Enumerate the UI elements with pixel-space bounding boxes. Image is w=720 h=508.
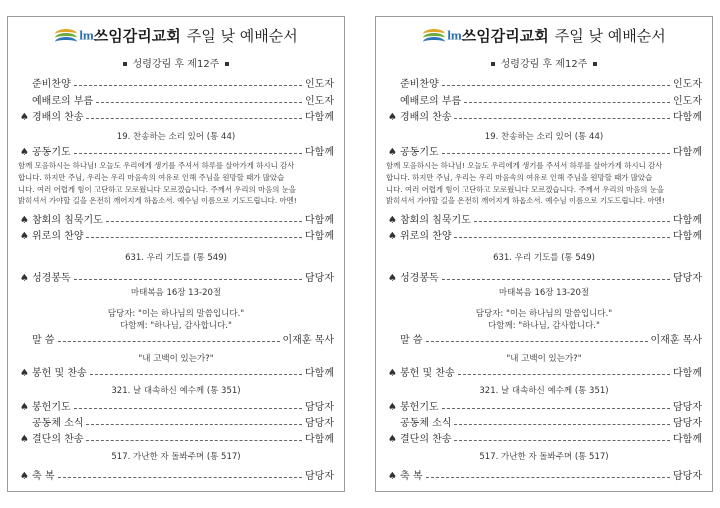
order-row: ♠ 축 복 담당자: [20, 471, 334, 482]
order-row: ♠ 봉헌 및 찬송 다함께: [388, 368, 702, 379]
order-row: ♠ 공동기도 다함께: [388, 147, 702, 158]
praise-hymn: 19. 찬송하는 소리 있어 (통 44): [484, 132, 604, 142]
order-row: ♠ 위로의 찬양 다함께: [20, 231, 334, 242]
response-congregation: 다함께: "하나님, 감사합니다.": [120, 321, 232, 331]
order-row: ♠ 참회의 침묵기도 다함께: [20, 215, 334, 226]
bulletin-page-right: [375, 16, 713, 492]
church-name: 쓰임감리교회: [461, 27, 549, 45]
logo-text: lm: [79, 27, 94, 43]
prayer-text: 함께 모음하시는 하나님! 오늘도 우리에게 생기를 주셔서 하루를 살아가게 하시니 감사 합니다. 하지만 주님, 우리는 우리 마음속의 여유로 인해 주님을 원망할 때가 많았습 니다. 여러 어렵게 힘이 고단하고 모로웠니다 모르겠습니다. 주께서 우리의 마음의 눈을 밝히셔서 가야할 길을 온전히 깨어지게 하옵소서. 예수님 이름으로 기도드립니다. 아멘!: [18, 161, 297, 206]
comfort-hymn: 631. 우리 기도를 (통 549): [493, 253, 595, 263]
prayer-text: 함께 모음하시는 하나님! 오늘도 우리에게 생기를 주셔서 하루를 살아가게 하시니 감사 합니다. 하지만 주님, 우리는 우리 마음속의 여유로 인해 주님을 원망할 때가 많았습 니다. 여러 어렵게 힘이 고단하고 모로웠니다 모르겠습니다. 주께서 우리의 마음의 눈을 밝히셔서 가야할 길을 온전히 깨어지게 하옵소서. 예수님 이름으로 기도드립니다. 아멘!: [386, 161, 665, 206]
church-logo-icon: [54, 27, 78, 45]
order-row: ♠ 성경봉독 담당자: [20, 273, 334, 284]
response-reader: 담당자: "이는 하나님의 말씀입니다.": [475, 309, 613, 319]
subtitle: 성령강림 후 제12주: [376, 55, 712, 70]
church-name: 쓰임감리교회: [93, 27, 181, 45]
order-row: 공동체 소식 담당자: [400, 418, 702, 429]
scripture-reference: 마태복음 16장 13-20절: [130, 288, 222, 298]
order-row: 예배로의 부름 인도자: [32, 96, 334, 107]
response-congregation: 다함께: "하나님, 감사합니다.": [488, 321, 600, 331]
order-row: 준비찬양 인도자: [400, 79, 702, 90]
order-row: 예배로의 부름 인도자: [400, 96, 702, 107]
church-logo-icon: [422, 27, 446, 45]
scripture-reference: 마태복음 16장 13-20절: [498, 288, 590, 298]
order-row: ♠ 위로의 찬양 다함께: [388, 231, 702, 242]
sermon-title: "내 고백이 있는가?": [506, 354, 582, 364]
order-row: 공동체 소식 담당자: [32, 418, 334, 429]
order-row: ♠ 결단의 찬송 다함께: [20, 434, 334, 445]
praise-hymn: 19. 찬송하는 소리 있어 (통 44): [116, 132, 236, 142]
sermon-title: "내 고백이 있는가?": [138, 354, 214, 364]
closing-hymn: 517. 가난한 자 돌봐주며 (통 517): [111, 452, 241, 462]
order-row: ♠ 봉헌기도 담당자: [20, 402, 334, 413]
service-title: 주일 낮 예배순서: [554, 27, 666, 45]
order-row: ♠ 공동기도 다함께: [20, 147, 334, 158]
order-row: 말 씀 이재훈 목사: [400, 335, 702, 346]
order-row: ♠ 봉헌기도 담당자: [388, 402, 702, 413]
order-row: ♠ 결단의 찬송 다함께: [388, 434, 702, 445]
logo-text: lm: [447, 27, 462, 43]
order-row: ♠ 축 복 담당자: [388, 471, 702, 482]
response-reader: 담당자: "이는 하나님의 말씀입니다.": [107, 309, 245, 319]
order-row: 준비찬양 인도자: [32, 79, 334, 90]
order-row: ♠ 경배의 찬송 다함께: [388, 112, 702, 123]
offering-hymn: 321. 날 대속하신 예수께 (통 351): [111, 386, 241, 396]
bulletin-header: [376, 25, 712, 53]
closing-hymn: 517. 가난한 자 돌봐주며 (통 517): [479, 452, 609, 462]
order-row: ♠ 경배의 찬송 다함께: [20, 112, 334, 123]
offering-hymn: 321. 날 대속하신 예수께 (통 351): [479, 386, 609, 396]
order-row: ♠ 성경봉독 담당자: [388, 273, 702, 284]
bulletin-header: [8, 25, 344, 53]
order-row: ♠ 참회의 침묵기도 다함께: [388, 215, 702, 226]
order-row: ♠ 봉헌 및 찬송 다함께: [20, 368, 334, 379]
comfort-hymn: 631. 우리 기도를 (통 549): [125, 253, 227, 263]
bulletin-page-left: [7, 16, 345, 492]
order-row: 말 씀 이재훈 목사: [32, 335, 334, 346]
subtitle: 성령강림 후 제12주: [8, 55, 344, 70]
service-title: 주일 낮 예배순서: [186, 27, 298, 45]
